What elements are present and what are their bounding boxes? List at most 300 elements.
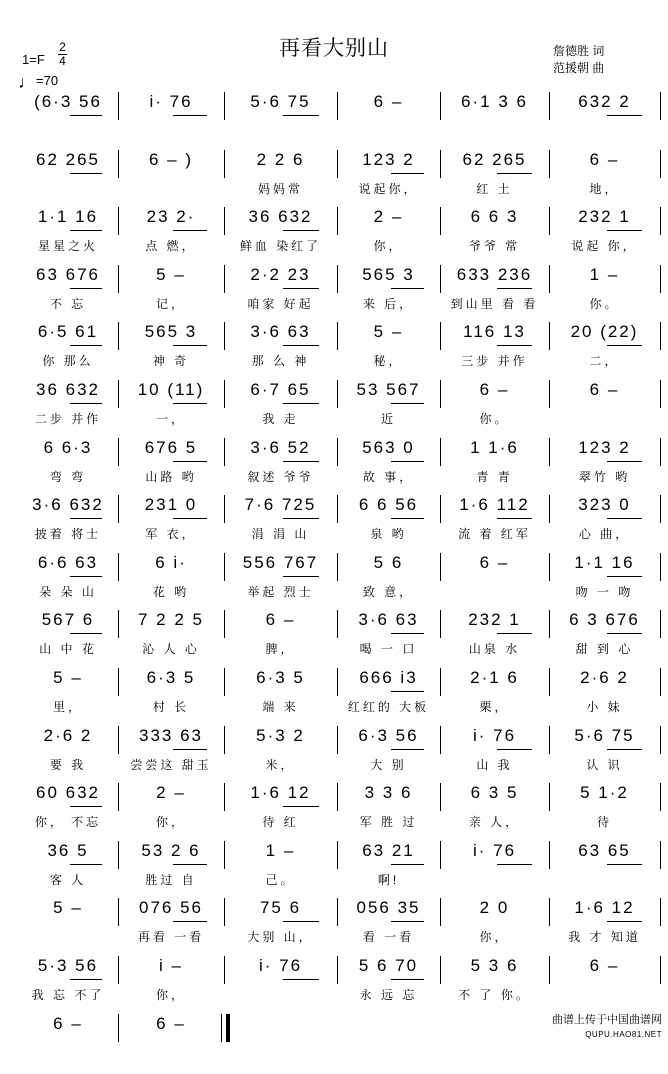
lyric-text: 啊!: [377, 872, 400, 887]
melody-notes: 2·2 23: [250, 264, 311, 284]
melody-notes: 6·3 56: [358, 725, 419, 745]
lyric-text: 花 哟: [152, 584, 190, 599]
beam-line: [283, 461, 319, 462]
melody-notes: 565 3: [144, 322, 198, 342]
beam-line: [70, 979, 102, 980]
lyric-text: 认 识: [586, 757, 623, 772]
melody-notes: 323 0: [578, 495, 631, 515]
measure: [118, 265, 224, 320]
melody-notes: 36 632: [36, 380, 100, 399]
melody-notes: 676 5: [144, 437, 198, 457]
melody-notes: 6 –: [53, 1013, 83, 1033]
melody-notes: 1·6 112: [459, 495, 530, 515]
melody-notes: 6·1 3 6: [461, 92, 528, 111]
measure: [18, 322, 118, 377]
melody-notes: 2 –: [373, 207, 404, 227]
lyric-text: 我 忘 不了: [31, 988, 105, 1002]
beam-line: [391, 921, 424, 922]
lyric-text: 客 人: [49, 872, 87, 887]
melody-notes: 5·3 56: [37, 956, 99, 975]
measure: [440, 207, 549, 262]
lyric-text: 你。: [589, 296, 620, 311]
measure: [224, 553, 337, 608]
measure: [440, 380, 549, 435]
measure: [549, 92, 660, 147]
melody-notes: 6 –: [589, 149, 620, 169]
melody-notes: 116 13: [463, 322, 526, 342]
measure: [18, 438, 118, 493]
melody-notes: 36 5: [47, 840, 89, 860]
barline: [660, 92, 661, 120]
measure: [440, 322, 549, 377]
lyricist-credit: 詹德胜 词: [553, 44, 605, 58]
lyric-text: 二，: [589, 354, 620, 369]
melody-notes: 23 2·: [146, 207, 196, 227]
melody-notes: 6·6 63: [37, 552, 99, 572]
lyric-text: 神 奇: [152, 354, 190, 369]
melody-notes: 2·1 6: [470, 668, 519, 687]
key-signature: 1=F: [22, 52, 45, 67]
beam-line: [70, 864, 102, 865]
measure: [337, 265, 440, 320]
lyric-text: 到山里 看 看: [450, 296, 539, 311]
beam-line: [391, 633, 424, 634]
score-system: [0, 954, 668, 1016]
measure: [440, 150, 549, 205]
lyric-text: 二步 并作: [34, 412, 102, 426]
melody-notes: 5·6 75: [250, 92, 311, 111]
measure: [337, 783, 440, 838]
lyric-text: 栗，: [479, 700, 510, 714]
melody-notes: 6·5 61: [37, 322, 99, 342]
lyric-text: 军 衣，: [145, 527, 197, 542]
melody-notes: 1·6 12: [250, 783, 311, 803]
measure: [118, 380, 224, 435]
score-system: [0, 148, 668, 210]
measure: [549, 956, 660, 1011]
measure: [224, 265, 337, 320]
measure: [549, 438, 660, 493]
measure: [118, 150, 224, 205]
measure: [18, 841, 118, 896]
melody-notes: 63 21: [362, 840, 415, 860]
score-system: [0, 205, 668, 267]
score-system: [0, 436, 668, 498]
melody-notes: 6 –: [156, 1013, 186, 1033]
melody-notes: 123 2: [578, 437, 631, 457]
beam-line: [283, 115, 319, 116]
beam-line: [391, 461, 424, 462]
beam-line: [70, 230, 102, 231]
measure: [18, 1014, 118, 1069]
lyric-text: 三步 并作: [461, 354, 528, 369]
beam-line: [70, 576, 102, 577]
melody-notes: 1 –: [589, 264, 620, 284]
measure: [549, 553, 660, 608]
measure: [440, 898, 549, 953]
lyric-text: 鲜血 染红了: [239, 239, 322, 254]
measure: [18, 92, 118, 147]
measure: [549, 150, 660, 205]
melody-notes: 60 632: [36, 783, 100, 803]
melody-notes: i· 76: [472, 840, 517, 860]
time-signature: [58, 41, 67, 67]
melody-notes: 6 – ): [148, 149, 194, 169]
measure: [337, 553, 440, 608]
melody-notes: 1·1 16: [574, 552, 635, 572]
lyric-text: 要 我: [49, 757, 87, 772]
beam-line: [70, 345, 102, 346]
melody-notes: 1 1·6: [470, 437, 519, 457]
barline: [660, 668, 661, 696]
beam-line: [607, 518, 643, 519]
melody-notes: 5 6 70: [358, 956, 419, 975]
lyric-text: 你，: [155, 988, 186, 1002]
lyric-text: 米，: [265, 757, 296, 772]
measure: [224, 726, 337, 781]
lyric-text: 你，: [155, 815, 186, 830]
lyric-text: 山泉 水: [468, 642, 521, 657]
melody-notes: 232 1: [578, 207, 631, 227]
measure: [118, 668, 224, 723]
lyric-text: 地，: [589, 181, 620, 196]
melody-notes: 5 –: [53, 668, 83, 687]
measure: [440, 265, 549, 320]
melody-notes: 231 0: [144, 495, 198, 515]
lyric-text: 山 我: [476, 757, 513, 772]
lyric-text: 吻 一 吻: [575, 584, 634, 599]
measure: [337, 495, 440, 550]
lyric-text: 你，: [479, 930, 510, 945]
lyric-text: 流 着 红军: [458, 527, 531, 542]
measure: [549, 322, 660, 377]
lyric-text: 近: [380, 412, 396, 426]
melody-notes: 2 0: [479, 898, 510, 918]
beam-line: [283, 576, 319, 577]
footer-text: 曲谱上传于中国曲谱网: [552, 1014, 662, 1026]
lyric-text: 妈妈常: [257, 181, 303, 196]
lyric-text: 一，: [155, 412, 186, 426]
lyric-text: 故 事，: [362, 469, 415, 484]
barline: [660, 726, 661, 754]
beam-line: [497, 288, 532, 289]
time-signature-top: 2: [59, 40, 66, 54]
measure: [224, 898, 337, 953]
measure: [18, 380, 118, 435]
measure: [224, 956, 337, 1011]
beam-line: [173, 461, 207, 462]
score-system: [0, 608, 668, 670]
beam-line: [391, 518, 424, 519]
melody-notes: 567 6: [41, 610, 95, 630]
measure: [18, 265, 118, 320]
lyric-text: 你，: [373, 239, 404, 254]
melody-notes: 2 2 6: [256, 149, 305, 169]
score-system: [0, 263, 668, 325]
melody-notes: 7 2 2 5: [138, 610, 204, 630]
lyric-text: 披着 将士: [34, 527, 102, 542]
measure: [549, 610, 660, 665]
barline: [660, 438, 661, 466]
measure: [224, 322, 337, 377]
beam-line: [391, 864, 424, 865]
melody-notes: 6 6 56: [358, 495, 419, 515]
measure: [337, 841, 440, 896]
measure: [549, 668, 660, 723]
lyric-text: 山路 哟: [145, 469, 197, 484]
measure: [337, 92, 440, 147]
melody-notes: 123 2: [362, 149, 415, 169]
beam-line: [391, 979, 424, 980]
measure: [549, 783, 660, 838]
measure: [440, 783, 549, 838]
lyric-text: 咱家 好起: [247, 296, 314, 311]
melody-notes: 5·6 75: [574, 725, 635, 745]
measure: [224, 783, 337, 838]
measure: [118, 322, 224, 377]
beam-line: [497, 173, 532, 174]
lyric-text: 待: [596, 815, 612, 830]
melody-notes: 62 265: [36, 149, 100, 169]
score-system: [0, 378, 668, 440]
beam-line: [283, 806, 319, 807]
measure: [549, 841, 660, 896]
measure: [337, 438, 440, 493]
measure: [337, 610, 440, 665]
lyric-text: 爷爷 常: [468, 239, 521, 254]
lyric-text: 军 胜 过: [359, 815, 418, 830]
lyric-text: 叙述 爷爷: [247, 469, 314, 484]
lyric-text: 星星之火: [37, 239, 98, 254]
melody-notes: 5 6: [373, 552, 404, 572]
measure: [224, 207, 337, 262]
beam-line: [283, 230, 319, 231]
beam-line: [283, 518, 319, 519]
lyric-text: 永 远 忘: [359, 988, 418, 1002]
beam-line: [70, 403, 102, 404]
melody-notes: 36 632: [248, 207, 313, 227]
melody-notes: 6·3 5: [146, 668, 196, 687]
measure: [224, 610, 337, 665]
melody-notes: 1 –: [265, 840, 296, 860]
score-system: [0, 320, 668, 382]
measure: [440, 668, 549, 723]
lyric-text: 举起 烈士: [247, 584, 314, 599]
lyric-text: 你 那么: [42, 354, 94, 369]
lyric-text: 不 忘: [49, 296, 87, 311]
barline: [660, 495, 661, 523]
melody-notes: i –: [159, 956, 183, 975]
beam-line: [607, 461, 643, 462]
barline: [660, 553, 661, 581]
measure: [18, 668, 118, 723]
lyric-text: 端 来: [262, 700, 299, 714]
melody-notes: 2·6 2: [43, 725, 93, 745]
lyric-text: 再看 一看: [137, 930, 205, 945]
measure: [224, 150, 337, 205]
melody-notes: 5 –: [156, 264, 186, 284]
melody-notes: 6 –: [589, 380, 620, 399]
measure: [18, 150, 118, 205]
measure: [118, 438, 224, 493]
lyric-text: 看 一看: [362, 930, 415, 945]
lyric-text: 那 么 神: [251, 354, 310, 369]
measure: [337, 668, 440, 723]
melody-notes: 6 –: [589, 956, 620, 975]
beam-line: [497, 864, 532, 865]
melody-notes: 6 6·3: [43, 437, 93, 457]
beam-line: [607, 230, 643, 231]
beam-line: [283, 288, 319, 289]
lyric-text: 脾，: [265, 642, 296, 657]
lyric-text: 己。: [265, 872, 296, 887]
lyric-text: 致 意，: [362, 584, 415, 599]
melody-notes: 6·3 5: [256, 668, 305, 687]
measure: [18, 495, 118, 550]
lyric-text: 来 后，: [362, 296, 415, 311]
measure: [118, 207, 224, 262]
beam-line: [70, 115, 102, 116]
melody-notes: i· 76: [472, 725, 517, 745]
lyric-text: 大别 山，: [247, 930, 314, 945]
melody-notes: 333 63: [139, 725, 203, 745]
measure: [18, 956, 118, 1011]
lyric-text: 大 别: [370, 757, 407, 772]
lyric-text: 你， 不忘: [34, 815, 102, 830]
measure: [224, 380, 337, 435]
measure: [337, 898, 440, 953]
measure: [18, 610, 118, 665]
measure: [118, 553, 224, 608]
melody-notes: 1·6 12: [574, 898, 635, 918]
melody-notes: 3·6 63: [358, 610, 419, 630]
lyric-text: 待 红: [262, 815, 299, 830]
lyric-text: 说起你，: [358, 181, 419, 196]
measure: [18, 898, 118, 953]
beam-line: [173, 403, 207, 404]
beam-line: [497, 749, 532, 750]
barline: [660, 265, 661, 293]
beam-line: [173, 749, 207, 750]
melody-notes: 6 6 3: [470, 207, 519, 227]
barline: [660, 783, 661, 811]
melody-notes: 5 –: [53, 898, 83, 918]
beam-line: [607, 115, 643, 116]
beam-line: [173, 345, 207, 346]
measure: [440, 438, 549, 493]
time-signature-bottom: 4: [59, 54, 66, 68]
lyric-text: 点 燃，: [145, 239, 197, 254]
lyric-text: 胜过 自: [145, 872, 197, 887]
melody-notes: 056 35: [356, 898, 421, 918]
beam-line: [607, 576, 643, 577]
score-system: [0, 666, 668, 728]
measure: [18, 783, 118, 838]
measure: [549, 898, 660, 953]
melody-notes: 6·7 65: [250, 380, 311, 399]
barline: [660, 150, 661, 178]
lyric-text: 甜 到 心: [575, 642, 634, 657]
lyric-text: 你。: [479, 412, 510, 426]
melody-notes: 10 (11): [137, 380, 205, 399]
melody-notes: (6·3 56: [34, 92, 102, 111]
melody-notes: 6 –: [373, 92, 404, 111]
lyric-text: 涓 涓 山: [251, 527, 310, 542]
melody-notes: 565 3: [362, 264, 415, 284]
measure: [549, 495, 660, 550]
barline: [660, 322, 661, 350]
measure: [118, 726, 224, 781]
beam-line: [497, 518, 532, 519]
melody-notes: 7·6 725: [244, 495, 317, 515]
measure: [337, 322, 440, 377]
measure: [18, 553, 118, 608]
melody-notes: 6 –: [479, 552, 510, 572]
score-system: [0, 551, 668, 613]
measure: [118, 898, 224, 953]
beam-line: [283, 979, 319, 980]
measure: [118, 92, 224, 147]
lyric-text: 沁 人 心: [142, 642, 200, 657]
lyric-text: 弯 弯: [49, 469, 87, 484]
composer-credit: 范援朝 曲: [553, 61, 605, 75]
lyric-text: 我 才 知道: [568, 930, 641, 945]
measure: [224, 668, 337, 723]
melody-notes: 62 265: [462, 149, 527, 169]
lyric-text: 里，: [52, 700, 83, 714]
measure: [549, 726, 660, 781]
final-barline: [226, 1014, 230, 1042]
measure: [224, 495, 337, 550]
measure: [118, 1014, 224, 1069]
measure: [224, 841, 337, 896]
measure: [440, 841, 549, 896]
measure: [549, 207, 660, 262]
beam-line: [173, 115, 207, 116]
beam-line: [173, 518, 207, 519]
lyric-text: 说起 你，: [571, 239, 638, 254]
lyric-text: 村 长: [152, 700, 190, 714]
beam-line: [70, 518, 102, 519]
measure: [337, 207, 440, 262]
melody-notes: i· 76: [258, 956, 303, 975]
beam-line: [607, 921, 643, 922]
melody-notes: 1·1 16: [37, 207, 99, 227]
beam-line: [607, 864, 643, 865]
measure: [337, 726, 440, 781]
melody-notes: 5 1·2: [580, 783, 629, 803]
measure: [118, 610, 224, 665]
score-title: 再看大别山: [279, 37, 389, 60]
barline: [660, 380, 661, 408]
lyric-text: 山 中 花: [39, 642, 97, 657]
melody-notes: 3·6 52: [250, 437, 311, 457]
melody-notes: 633 236: [456, 264, 533, 284]
lyric-text: 喝 一 口: [359, 642, 418, 657]
beam-line: [283, 345, 319, 346]
score-system: [0, 724, 668, 786]
beam-line: [391, 749, 424, 750]
measure: [440, 553, 549, 608]
barline: [660, 956, 661, 984]
quarter-note-icon: ♩: [18, 72, 36, 92]
lyric-text: 秘，: [373, 354, 404, 369]
melody-notes: 632 2: [578, 92, 631, 111]
melody-notes: 6 3 676: [569, 610, 640, 630]
measure: [118, 495, 224, 550]
melody-notes: 5 3 6: [470, 956, 519, 975]
melody-notes: 5 –: [373, 322, 404, 342]
